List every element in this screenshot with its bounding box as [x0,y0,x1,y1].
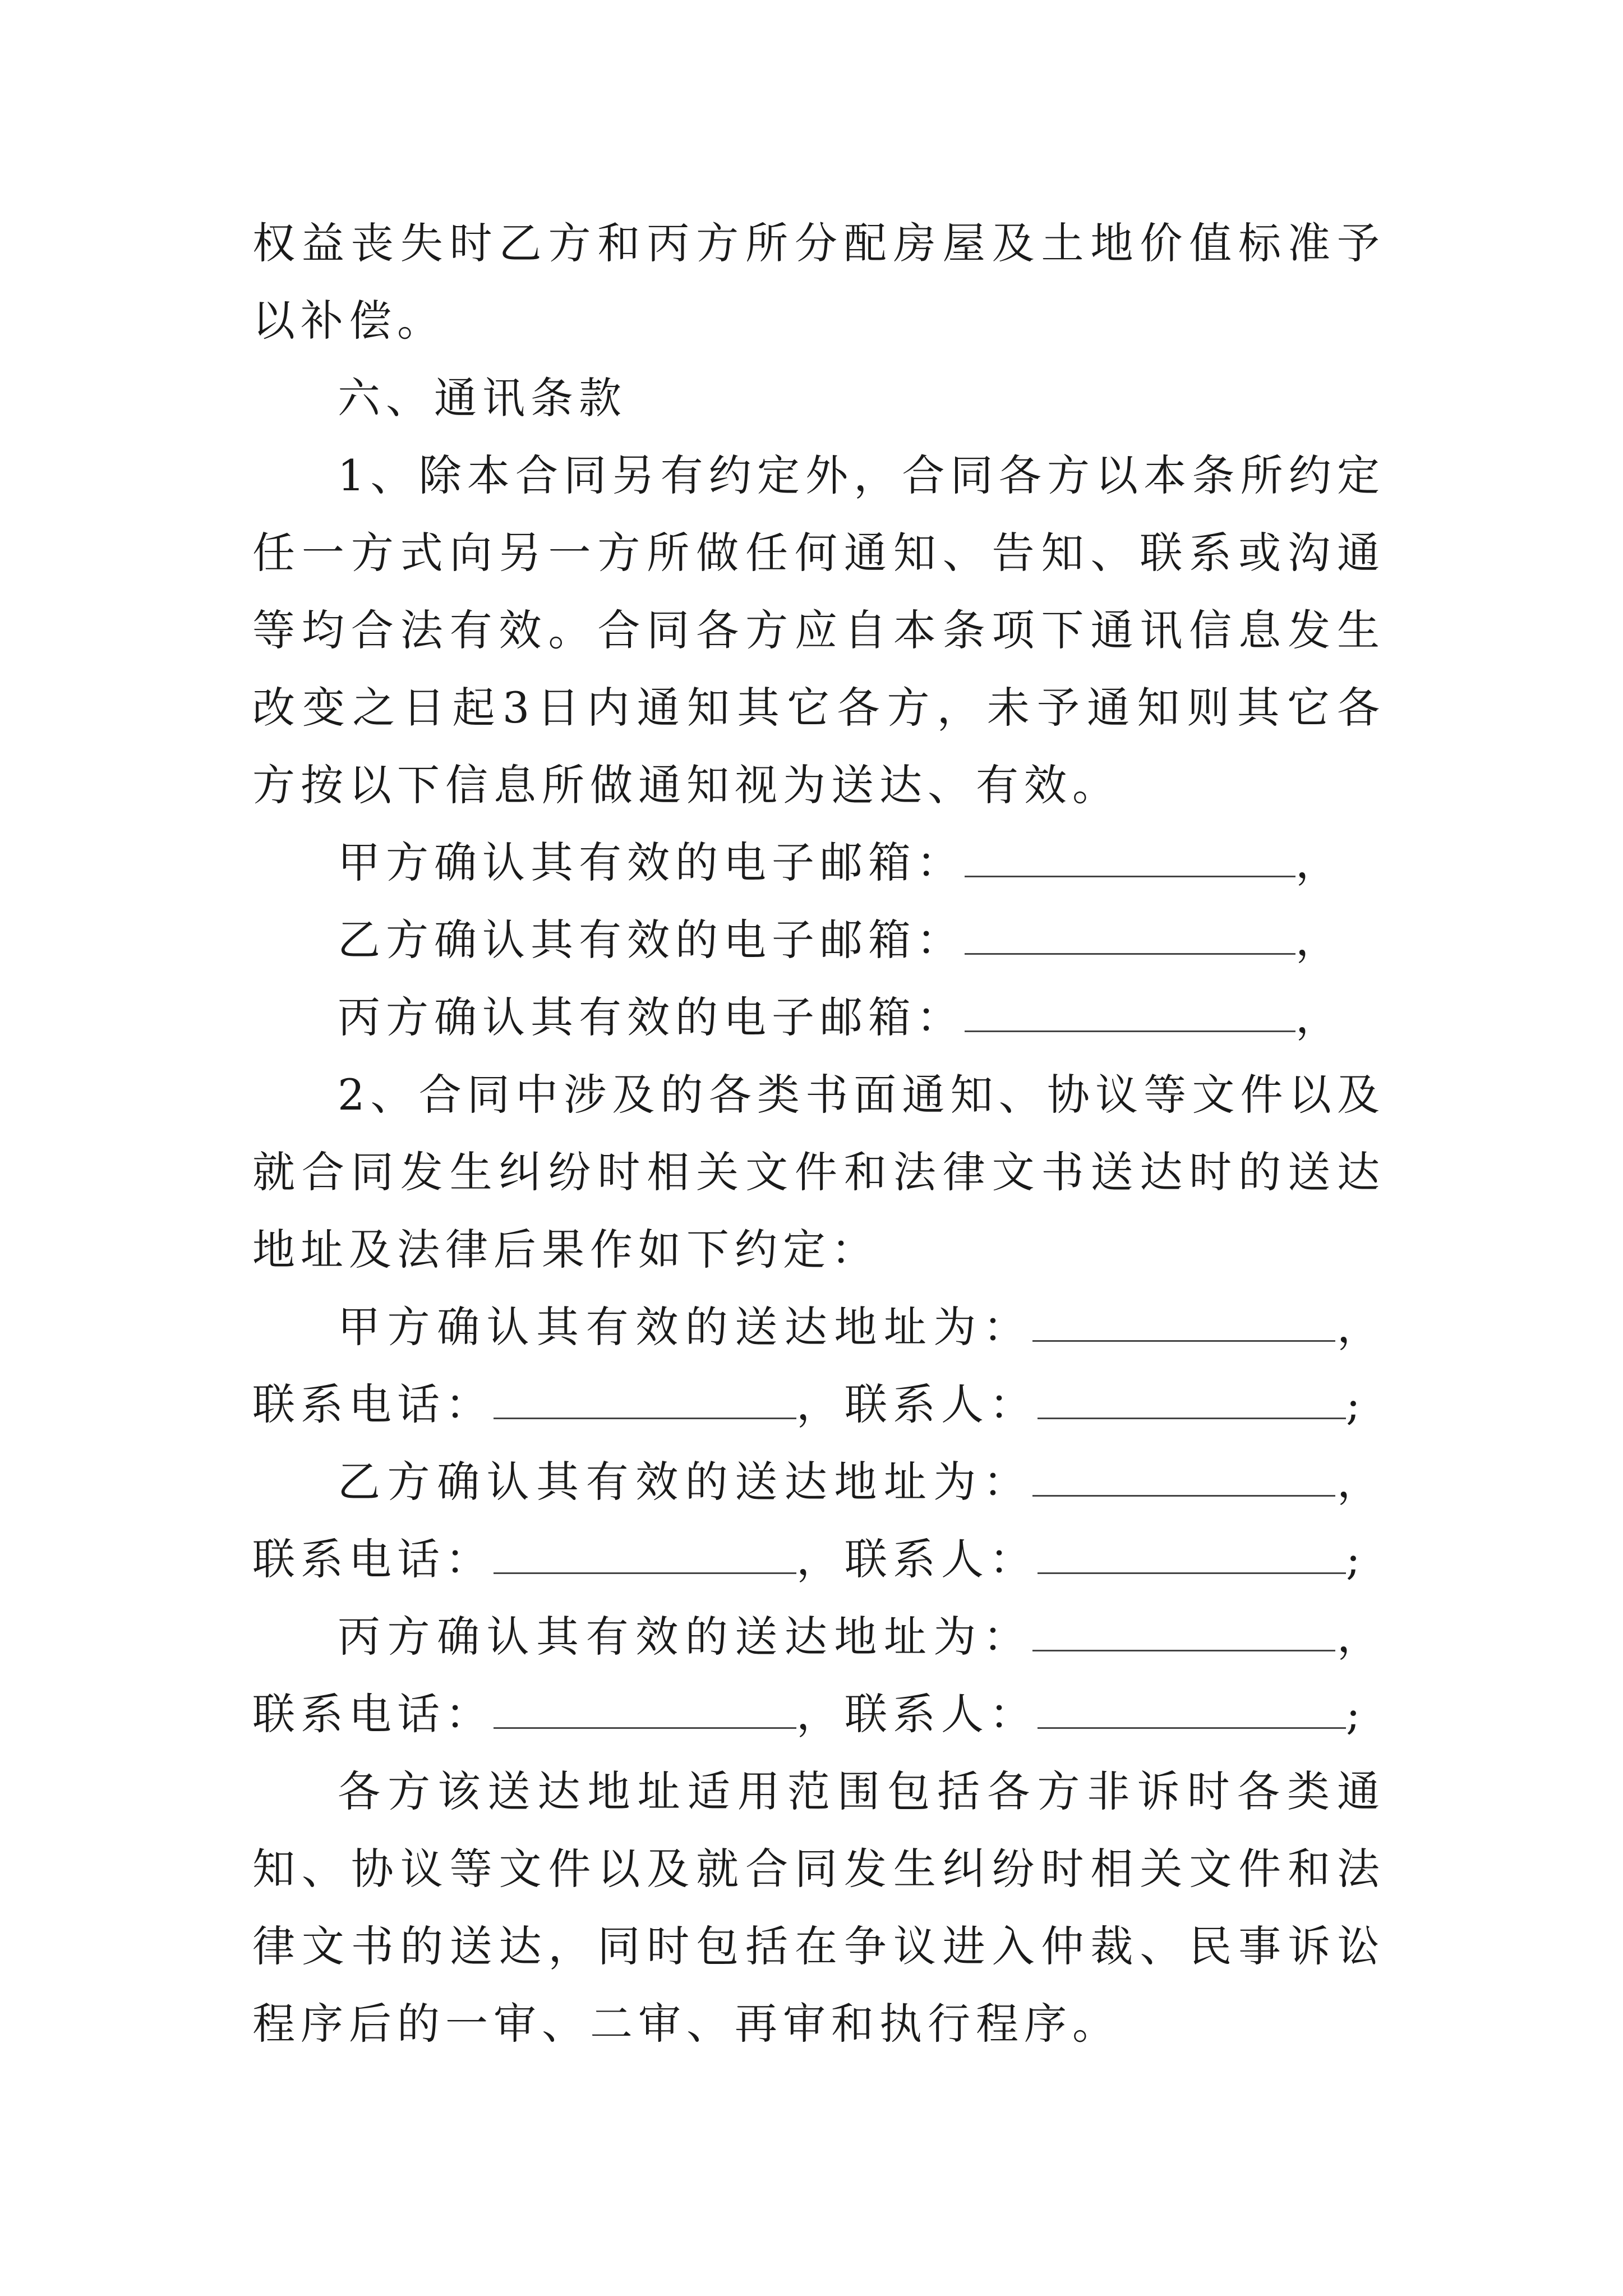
section-heading-communication: 六、通讯条款 [338,373,627,423]
address-blank-party-b[interactable] [1032,1461,1335,1497]
phone-label-party-c: ，联系电话： [252,1612,1386,1739]
paragraph-service-scope: 各方该送达地址适用范围包括各方非诉时各类通知、协议等文件以及就合同发生纠纷时相关文件和法律文书的送达，同时包括在争议进入仲裁、民事诉讼程序后的一审、二审、再审和执行程序。 [252,1766,1385,2049]
email-line-party-b [252,901,1385,979]
phone-label-party-a: ，联系电话： [252,1302,1386,1429]
address-label-party-a: 甲方确认其有效的送达地址为： [338,1302,1033,1352]
semicolon-party-b: ; [1346,1534,1366,1584]
phone-blank-party-a[interactable] [494,1384,796,1419]
document-body [252,205,1385,2063]
semicolon-party-c: ; [1346,1689,1366,1739]
email-label-party-c: 丙方确认其有效的电子邮箱： [338,992,965,1042]
email-line-party-c [252,979,1385,1056]
address-label-party-b: 乙方确认其有效的送达地址为： [338,1457,1033,1507]
phone-blank-party-b[interactable] [494,1539,796,1574]
semicolon-party-a: ; [1346,1379,1366,1429]
contact-person-blank-party-b[interactable] [1038,1539,1346,1574]
contact-person-blank-party-c[interactable] [1038,1694,1346,1729]
paragraph-compensation: 权益丧失时乙方和丙方所分配房屋及土地价值标准予以补偿。 [252,218,1385,346]
email-comma-party-c: ， [1295,992,1344,1042]
address-line-party-b [252,1443,1385,1598]
contact-person-label-party-a: ，联系人： [796,1379,1038,1429]
address-blank-party-c[interactable] [1032,1616,1335,1651]
clause-1-notice: 1、除本合同另有约定外，合同各方以本条所约定任一方式向另一方所做任何通知、告知、联系或沟通等均合法有效。合同各方应自本条项下通讯信息发生改变之日起3日内通知其它各方，未予通知则其它各方按以下信息所做通知视为送达、有效。 [252,450,1385,810]
email-blank-party-c[interactable] [965,997,1295,1032]
contact-person-label-party-b: ，联系人： [796,1534,1038,1584]
contact-person-blank-party-a[interactable] [1038,1384,1346,1419]
address-blank-party-a[interactable] [1032,1306,1335,1342]
email-line-party-a [252,824,1385,901]
phone-blank-party-c[interactable] [494,1694,796,1729]
email-label-party-a: 甲方确认其有效的电子邮箱： [338,838,965,887]
email-blank-party-a[interactable] [965,842,1295,877]
email-comma-party-b: ， [1295,915,1344,965]
address-line-party-a [252,1289,1385,1443]
email-comma-party-a: ， [1295,838,1344,887]
clause-2-service-address: 2、合同中涉及的各类书面通知、协议等文件以及就合同发生纠纷时相关文件和法律文书送达时的送达地址及法律后果作如下约定： [252,1070,1385,1274]
address-label-party-c: 丙方确认其有效的送达地址为： [338,1612,1033,1662]
email-blank-party-b[interactable] [965,919,1295,955]
phone-label-party-b: ，联系电话： [252,1457,1386,1584]
contact-person-label-party-c: ，联系人： [796,1689,1038,1739]
address-line-party-c [252,1598,1385,1753]
email-label-party-b: 乙方确认其有效的电子邮箱： [338,915,965,965]
